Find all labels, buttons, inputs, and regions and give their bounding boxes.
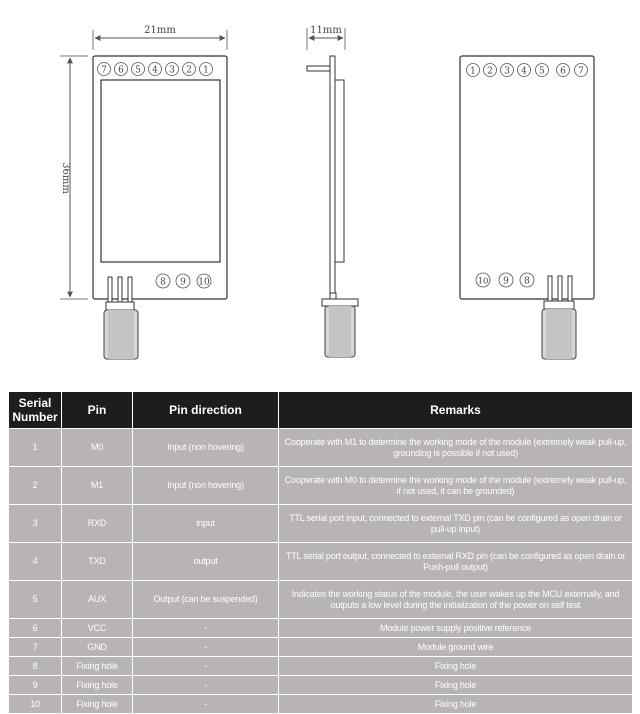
remarks-cell: Module power supply positive reference	[279, 619, 633, 638]
column-header-remarks: Remarks	[279, 392, 633, 429]
height-dimension-label: 36mm	[60, 162, 71, 194]
direction-cell: Input (non hovering)	[133, 467, 279, 505]
front-pin-label: 10	[198, 277, 210, 288]
column-header-pin: Pin	[62, 392, 133, 429]
front-pin-label: 1	[203, 65, 209, 76]
direction-cell: -	[133, 619, 279, 638]
back-pin-label: 3	[504, 66, 510, 77]
direction-cell: Output (can be suspended)	[133, 581, 279, 619]
remarks-cell: Indicates the working status of the module, the user wakes up the MCU externally, and outputs a low level during the initialization of the power on self test	[279, 581, 633, 619]
thickness-dimension-label: 11mm	[310, 25, 342, 36]
serial-cell: 8	[9, 657, 62, 676]
front-pin-label: 6	[118, 65, 124, 76]
table-row	[9, 619, 633, 638]
pin-cell: M1	[62, 467, 133, 505]
pin-cell: AUX	[62, 581, 133, 619]
front-pin-label: 5	[135, 65, 141, 76]
pin-cell: Fixing hole	[62, 676, 133, 695]
side-view	[307, 25, 358, 357]
pin-cell: Fixing hole	[62, 657, 133, 676]
back-pin-label: 4	[521, 66, 527, 77]
side-pin-header	[307, 66, 330, 71]
column-header-serial-number: Serial Number	[9, 392, 62, 429]
direction-cell: -	[133, 676, 279, 695]
table-row	[9, 695, 633, 714]
serial-cell: 2	[9, 467, 62, 505]
pin-cell: RXD	[62, 505, 133, 543]
pin-cell: GND	[62, 638, 133, 657]
back-pin-label: 7	[578, 66, 584, 77]
remarks-cell: TTL serial port input, connected to external TXD pin (can be configured as open drain or pull-up input)	[279, 505, 633, 543]
table-row	[9, 467, 633, 505]
back-pin-label: 8	[524, 276, 530, 287]
table-row	[9, 676, 633, 695]
side-shield-can	[335, 80, 344, 262]
back-pin-label: 5	[539, 66, 545, 77]
back-pin-label: 6	[560, 66, 566, 77]
front-pin-label: 7	[101, 65, 107, 76]
remarks-cell: Module ground wire	[279, 638, 633, 657]
table-row	[9, 657, 633, 676]
back-view	[460, 56, 594, 359]
serial-cell: 4	[9, 543, 62, 581]
table-row	[9, 581, 633, 619]
table-row	[9, 638, 633, 657]
table-row	[9, 505, 633, 543]
remarks-cell: Fixing hole	[279, 695, 633, 714]
side-antenna-connector	[322, 293, 358, 357]
pin-cell: Fixing hole	[62, 695, 133, 714]
front-shield-can	[101, 80, 220, 262]
direction-cell: -	[133, 657, 279, 676]
serial-cell: 5	[9, 581, 62, 619]
front-pin-label: 3	[169, 65, 175, 76]
front-pin-label: 4	[152, 65, 158, 76]
pin-cell: TXD	[62, 543, 133, 581]
front-pin-label: 9	[180, 277, 186, 288]
direction-cell: input	[133, 505, 279, 543]
direction-cell: output	[133, 543, 279, 581]
back-pcb-outline	[460, 56, 594, 299]
back-pin-label: 10	[477, 276, 489, 287]
front-pin-label: 8	[160, 277, 166, 288]
front-view	[60, 25, 227, 359]
remarks-cell: Fixing hole	[279, 657, 633, 676]
front-pin-label: 2	[186, 65, 192, 76]
pin-definition-table	[8, 391, 633, 714]
remarks-cell: TTL serial port output, connected to external RXD pin (can be configured as open drain or Push-pull output)	[279, 543, 633, 581]
column-header-pin-direction: Pin direction	[133, 392, 279, 429]
direction-cell: -	[133, 638, 279, 657]
table-row	[9, 543, 633, 581]
side-pcb-edge	[330, 56, 335, 299]
back-pin-label: 1	[470, 66, 476, 77]
remarks-cell: Fixing hole	[279, 676, 633, 695]
serial-cell: 1	[9, 429, 62, 467]
serial-cell: 3	[9, 505, 62, 543]
serial-cell: 9	[9, 676, 62, 695]
serial-cell: 6	[9, 619, 62, 638]
width-dimension-label: 21mm	[144, 25, 176, 36]
back-pin-label: 2	[487, 66, 493, 77]
table-header-row	[9, 392, 633, 429]
back-pin-label: 9	[503, 276, 509, 287]
direction-cell: -	[133, 695, 279, 714]
serial-cell: 7	[9, 638, 62, 657]
table-row	[9, 429, 633, 467]
serial-cell: 10	[9, 695, 62, 714]
remarks-cell: Cooperate with M0 to determine the working mode of the module (extremely weak pull-up, if not used, it can be grounded)	[279, 467, 633, 505]
pin-cell: M0	[62, 429, 133, 467]
pin-cell: VCC	[62, 619, 133, 638]
direction-cell: Input (non hovering)	[133, 429, 279, 467]
remarks-cell: Cooperate with M1 to determine the working mode of the module (extremely weak pull-up, grounding is possible if not used)	[279, 429, 633, 467]
